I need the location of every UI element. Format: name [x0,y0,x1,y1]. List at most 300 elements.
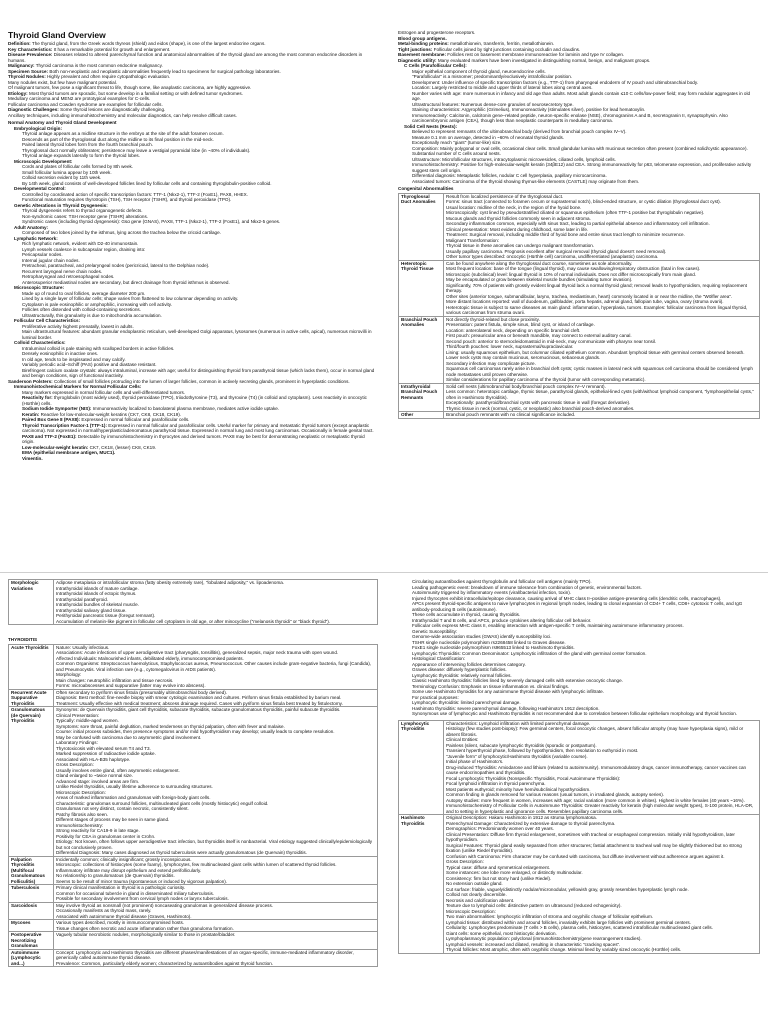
line-text: Both non-neoplastic and neoplastic abnormalities frequently lead to specimens for surgical pathology laboratories. [49,68,281,74]
text-line: Not directly thyroid-related but close proximity. [446,316,540,322]
ihc-markers-list [8,390,378,462]
text-line: Development: Under influence of specific transcription factors (e.g., TTF-1) from pharyngeal endoderm of IV pouch and ultimobranchial body. [412,79,699,85]
text-line: Thymic tissue in neck (normal, cystic, or neoplastic) also branchial pouch-derived anomalies. [446,405,635,411]
text-line: Syndromic cases (including thyroid dysgenesis): Gsα gene (GNAS), PAX8, TTF-1 (Nkx2-1), TTF-2 (FoxE1), and Nkx2-5 genes. [22,219,281,224]
text-line: Follicles often distended with colloid-containing secretions. [22,307,141,312]
line-text: thyroglobulin (most widely used), thyroid peroxidase (TPO), triiodothyronine (T3), and thyroxine (T4) (in colloid and cytoplasm). Less reactivity in oncocytic (Hürthle) cells. [22,395,367,406]
line-text: Most thyroid tumors are sporadic, but some develop in a familial setting or with defined tumor syndromes. [28,90,243,96]
text-line: Secondary inflammation common, especially with sinus tract, leading to partial epithelial absence and inflammatory cell infiltration. [446,221,710,226]
genetic-alterations-list [8,208,378,225]
text-line: Believed to represent remnants of the ultimobranchial body (derived from branchial pouch complex IV–V). [412,129,627,134]
text-line: Gross Description: [56,762,94,767]
line-key: Thyroid Transcription Factor-1 (TTF-1): [22,422,107,428]
text-line: Tissue changes often necrotic and acute inflammation rather than granuloma formation. [56,925,234,931]
row-content [54,920,378,932]
text-line: Ultrastructure: Microfollicular structures, intracytoplasmic microvesicles, ciliated cells, lymphoid cells. [412,156,616,162]
line-text: Immunoreactivity localized to basolateral plasma membrane, mediates active iodide uptake. [92,406,280,411]
developmental-control-list [8,192,378,203]
follicular-cell-list [8,324,378,341]
congenital-abnormalities-table [398,193,760,419]
line-text: Many evaluated markers have been investigated in distinguishing normal, benign, and malignant groups. [437,57,651,63]
text-line: Recurrent laryngeal nerve chain nodes. [22,268,103,274]
text-line: Initial phase of Hashimoto's. [446,759,504,764]
line-text: metallothionein, transferrin, ferritin, metallothionein. [450,41,555,46]
text-line: Thyroid tissue in these anomalies can undergo malignant transformation. [446,243,595,248]
text-line: Mucous glands and thyroid follicles commonly seen in adjacent stroma. [446,215,591,221]
text-line: Made up of round to oval follicles, average diameter 200 µm. [22,290,146,296]
row-content [444,260,760,316]
text-line: Exceptionally reach "giant" (tumor-like) size. [412,140,502,145]
text-line [8,52,378,63]
text-line: Different stages of process may be seen in same gland. [56,817,170,822]
text-line: Squamous cell carcinomas rarely arise in branchial cleft cysts; cystic masses in lateral neck with squamous cell carcinoma should be considered lymph node metastases until proven otherwise. [446,366,753,377]
text-line: Incidentally common; clinically insignificant; grossly inconspicuous. [56,856,192,862]
text-line: Clinical Presentation: [56,712,100,718]
text-line: Heterotopic tissue is subject to same diseases as main gland: inflammation, hyperplasia, tumors. Examples: follicular carcinoma from lingual thyroid, various carcinomas from struma ovarii. [446,304,748,315]
text-line: Patchy fibrosis also seen. [56,811,109,817]
text-line: For practical purposes: [412,694,459,700]
colloid-list [8,346,378,379]
line-key: Malignancy: [8,63,35,68]
text-line: Third/fourth pouches: lower neck, suprasternal/supraclavicular. [446,344,574,349]
line-text: Follicular carcinoma and Cowden syndrome are examples for follicular cells. [8,101,163,107]
text-line: Other tumor types described: oncocytic (Hürthle cell) carcinoma, undifferentiated (anaplastic) carcinoma. [446,254,659,259]
text-line: Colloid not clearly discernible. [446,892,507,897]
text-line: Characteristics: Lymphoid infiltration with limited parenchymal damage. [446,720,591,726]
text-line: Main changes: neutrophilic infiltration and tissue necrosis. [56,677,174,683]
text-line: Main ultrastructural features: abundant granular endoplasmic reticulum, well-developed Golgi apparatus, lysosomes (numerous in active cells, apical), numerous microvilli in luminal border. [22,329,372,340]
table-row [399,720,760,815]
text-line: Some instances: one lobe more enlarged, or distinctly multinodular. [446,870,583,875]
text-line: Circulating autoantibodies against thyroglobulin and follicular cell antigens (mainly TPO). [412,579,592,584]
text-line: Small follicular lumina appear by 10th week. [22,169,112,175]
subheading-genetic-alterations: Genetic Alterations in Thyroid Dysgenesis: [14,202,108,208]
page-two [0,572,768,1025]
line-key: PAX8 and TTF-2 (FoxE1): [22,433,77,439]
text-line: Differential Diagnosis: Many cases diagnosed as thyroid tuberculosis were actually granulomatous (de Quervain) thyroiditis. [56,850,307,855]
text-line: "Juvenile form" of lymphocytic/Hashimoto thyroiditis (variable course). [446,753,588,759]
table-row [9,920,378,932]
text-line: FoxE1 single nucleotide polymorphism rs965513 linked to Hashimoto thyroiditis. [412,645,575,650]
line-key: Specimen Source: [8,68,49,74]
text-line: Areas of marked inflammation and granulomas with foreign-body giant cells. [56,795,211,800]
text-line: Usually papillary carcinoma. Prognosis excellent after surgical removal (thyroid gland doesn't need removal). [446,248,667,254]
section-heading-normal-anatomy: Normal Anatomy and Thyroid Gland Development [8,120,117,125]
row-content [54,932,378,950]
text-line: Lined by a single layer of follicular cells; shape varies from flattened to low columnar depending on activity. [22,296,239,301]
text-line [8,113,378,119]
subheading-colloid: Colloid Characteristics: [14,340,66,345]
row-content [444,316,760,383]
text-line: Birefringent calcium oxalate crystals: always intraluminal, increase with age; useful for distinguishing thyroid from parathyroid tissue (which lacks them), occur in normal gland and benign conditions, sign of functional inactivity. [22,367,375,378]
text-line: Focal Lymphocytic Thyroiditis (Nonspecific Thyroiditis, Focal Autoimmune Thyroiditis): [446,775,621,781]
left-column [8,0,378,461]
table-row [9,689,378,707]
text-line: Affected Individuals: Malnourished infants, debilitated elderly, immunocompromised patients. [56,655,244,661]
text-line: Variably periodic acid–Schiff (PAS) positive and diastase resistant. [22,362,157,367]
congenital-abnormalities-title: Congenital Abnormalities [398,186,454,191]
embryology-list [8,131,378,159]
text-line: Staining characteristics: Argyrophilic (Grimelius), Immunoreactivity (stimulates silver), positive for lead hematoxylin. [412,107,646,112]
subheading-microscopic-structure: Microscopic Structure: [14,285,65,290]
text-line: Anterosuperior mediastinal nodes are secondary, but direct drainage from thyroid isthmus is observed. [22,279,230,285]
text-line: Paired lateral thyroid lobes form from the fourth branchial pouch. [22,142,153,147]
text-line: Treatment: Surgical removal, including middle third of hyoid bone and entire sinus tract length to minimize recurrence. [446,232,685,237]
subheading-adult-anatomy: Adult Anatomy: [14,224,49,230]
line-text: Reactive for low-molecular-weight keratins (CK7, CK8, CK18, CK19). [40,411,182,417]
line-text: Thyroid carcinoma is the most common endocrine malignancy. [35,63,163,68]
text-line: Two main abnormalities: lymphocytic infiltration of stroma and oxyphilic change of follicular epithelium. [446,914,654,919]
solid-cell-nests-list [398,129,760,184]
lymphocytic-hashimoto-table [398,720,760,954]
text-line: Location: Largely restricted to middle and upper thirds of lateral lobes along central axes. [412,85,593,90]
subheading-lymphatic-network: Lymphatic Network: [14,235,58,241]
text-line: Differential diagnosis: Metaplastic follicles, nodular C cell hyperplasia, papillary microcarcinoma. [412,173,607,178]
text-line: Forms: sinus tract (connected to foramen cecum or suprasternal notch), blind-ended structure, or cystic dilation (thyroglossal duct cyst). [446,199,721,204]
row-heading: Lymphocytic Thyroiditis [399,720,444,815]
text-line: Second pouch: anterior to sternocleidomastoid in mid-neck, may communicate with pharynx near tonsil. [446,338,657,344]
text-line: Rich lymphatic network, evident with D2-40 immunostain. [22,241,139,246]
text-line: Thyroid dysgenesis refers to thyroid organogenetic defects. [22,208,143,213]
text-line: Thyroid anlage expands laterally to form the thyroid lobes. [22,153,140,158]
table-row [399,412,760,419]
text-line: Microscopic Description: [56,789,106,795]
text-line: Lymphocytic thyroiditis: limited parenchymal damage. [412,700,521,705]
text-line: Similar considerations for papillary carcinoma of the thyroid (tumor with corresponding metastatic). [446,377,646,382]
line-key: Thyroid Nodules: [8,74,46,79]
row-heading: Postoperative Necrotizing Granulomas [9,932,54,950]
text-line: Lymphocytic Thyroiditis: Common Denominator: Lymphocytic infiltration of the gland with germinal center formation. [412,650,647,656]
lymphatic-network-list [8,241,378,285]
row-heading: Mycoses [9,920,54,932]
text-line: Controlled by coordinated action of specific transcription factors: TTF-1 (Nkx2-1), TTF-2 (FoxE1), PAX8, HHEX. [22,191,248,197]
thyroiditis-table [8,644,378,968]
text-line: Intrathyroidal parathyroid. [56,596,109,602]
text-line: Demographics: Predominantly women over 40 years. [446,826,555,831]
text-line: Branchial pouch remnants with no clinical significance included. [446,412,576,417]
text-line: Occasionally manifests as thyroid mass, rarely. [56,908,152,913]
right-column [398,30,760,419]
text-line: Most patients euthyroid; minority have hemi/subclinical hypothyroidism. [446,786,591,792]
row-content [54,707,378,857]
text-line: Lymphoid vessels: increased and dilated, resulting in characteristic "cracking spaces". [446,941,621,947]
text-line: Descends as part of the thyroglossal duct along the midline to its final position in the mid-neck. [22,136,214,142]
morphologic-variations-table [8,579,378,625]
text-line: Parenchymal Damage: Characterized by extensive damage to thyroid parenchyma. [446,820,616,826]
line-text: Expressed in normal follicular and parafollicular cells. [81,417,190,422]
row-heading: Intrathyroidal Branchial Pouch Remnants [399,383,444,412]
text-line: "Parafollicular" is a misnomer; predominantly/exclusively intrafollicular position. [412,74,573,79]
sanderson-text: Collections of small follicles protruding into the lumen of larger follicles, common in actively secreting glands, prominent in hyperplastic conditions. [53,378,350,384]
subheading-embryology: Embryological Origin: [14,125,62,131]
text-line: More distant locations reported: wall of duodenum, gallbladder, porta hepatis, adrenal gland, fallopian tube, vagina, ovary (struma ovarii). [446,299,724,304]
text-line: Usual location: midline of the neck, in the region of the hyoid bone. [446,204,582,210]
page-two-right-column [398,579,760,954]
text-line: Functional maturation requires thyrotropin (TSH), TSH receptor (TSHR), and thyroid peroxidase (TPO). [22,197,232,202]
text-line: Cut surface: friable, vaguely/distinctly nodular/micronodular, yellowish gray, grossly resembles hyperplastic lymph node. [446,886,689,892]
autoimmune-mechanism-list [398,579,760,717]
table-row [399,815,760,954]
text-line: Etiology: Not known, often follows upper aerodigestive tract infection, but thyroiditis itself is nonbacterial. Viral etiology suggested clinically/epidemiologically but not conclusively proven. [56,839,373,850]
line-key: Sodium Iodide Symporter (NIS): [22,406,92,411]
line-text: The thyroid gland, from the Greek words thyreos (shield) and eidos (shape), is one of the largest endocrine organs. [31,41,266,46]
text-line: Transient hyperthyroid phase, followed by hypothyroidism, then resolution to euthyroid in most. [446,748,639,753]
text-line: Cytoplasm is pale eosinophilic or amphophilic, increasing with cell activity. [22,301,173,307]
row-content [444,720,760,815]
line-key: Blood group antigens. [398,35,447,41]
text-line: Synonymous use of lymphocytic and Hashimoto thyroiditis is not recommended due to correlation between follicular epithelium morphology and thyroid function. [412,711,738,716]
line-text: Medullary carcinoma and MEN2 are prototypical examples for C-cells. [8,96,151,101]
text-line [8,456,378,462]
text-line: Non-syndromic cases: TSH receptor gene (TSHR) alterations. [22,213,149,219]
page-two-left-column [8,579,378,967]
text-line: These cells accumulate in thyroid, causing thyroiditis. [412,612,521,617]
text-line: Seems to be result of minor trauma (spontaneous or induced by vigorous palpation). [56,878,228,884]
text-line: Appearance of intervening follicles determines category. [412,661,526,667]
text-line: Malignant Transformation: [446,237,500,243]
text-line: Texture due to lymphoid cells: distinctive pattern on ultrasound (reduced echogenicity). [446,903,622,908]
text-line: Accumulation of melanin-like pigment in follicular cell cytoplasm in old age, or after minocycline ("melanosis thyroidi" or "black thyroid"). [56,618,331,624]
row-heading: Branchial Pouch Anomalies [399,316,444,383]
text-line: TSHR single nucleotide polymorphism rs2268458 linked to Graves disease. [412,639,566,645]
line-key: EMA (epithelial membrane antigen, MUC1). [22,450,116,455]
text-line: Histology (few studies post-biopsy): Few germinal centers, focal oncocytic changes, absent follicular atrophy (may have hyperplasia signs), mild or absent fibrosis. [446,726,744,737]
text-line: Characteristic: granulomas surround follicles, multinucleated giant cells (mostly histiocytic) engulf colloid. [56,800,269,806]
row-content [54,689,378,707]
text-line: Diagnosis: Best method: fine-needle biopsy with smear cytologic examination and cultures. Piriform sinus fistula established by barium meal. [56,695,342,700]
text-line: Proliferative activity highest prenatally, lowest in adults. [22,323,134,329]
row-heading: Thyroglossal Duct Anomalies [399,193,444,260]
line-text: Highly prevalent and often require cytopathologic evaluation. [47,74,171,79]
text-line: Autoimmunity triggered by inflammatory events (viral/bacterial infection, toxin). [412,590,572,595]
text-line: Thyroid follicles: Most atrophic, often with oxyphilic change. Minimal lined by variably sized oncocytic (Hürthle) cells. [446,947,682,952]
text-line: Clinical Presentation: Diffuse firm thyroid enlargement, sometimes with tracheal or esophageal compression. Initially mild hypothyroidism, later hypothyroidism. [446,831,735,842]
line-text: Many markers expressed in normal follicular cells and well-differentiated tumors. [22,389,186,395]
text-line: Strong reactivity for CA19-9 in late stage. [56,828,140,833]
text-line: Composition: Mainly polygonal or oval cells, occasional clear cells. Small glandular lumina with mucinous secretion often present (combined solid/cystic appearance). Substantial number of C cells around nests. [412,145,748,156]
text-line: Unlike Riedel thyroiditis, usually lifetime adherence to surrounding structures. [56,784,213,789]
text-line: Thyroid anlage appears as a midline structure in the embryo at the site of the adult foramen cecum. [22,131,224,136]
text-line [8,423,378,434]
line-key: Diagnostic utility: [398,57,437,63]
text-line: Terminology Confusion: Emphasis on tissue inflammation vs. clinical findings. [412,683,570,689]
text-line: Clinical presentation: Most evident during childhood, some later in life. [446,226,589,232]
text-line: Less common: heterotopic cartilage, thymic tissue, parathyroid glands, epithelial-lined cysts (with/without lymphoid component, "lymphoepithelial cysts," often in Hashimoto thyroiditis). [446,389,754,400]
text-line: Gross Description: [446,859,484,864]
text-line: Classic Hashimoto thyroiditis: follicles lined by severely damaged cells with extensive oncocytic change. [412,678,623,683]
thyroiditis-title: THYROIDITIS [8,637,38,642]
text-line: Graves disease: diffusely hyperplastic follicles. [412,667,507,672]
text-line: Composed of two lobes joined by the isthmus, lying across the trachea below the cricoid cartilage. [22,230,221,235]
text-line: Ultrastructurally, this granularity is due to mitochondria accumulation. [22,312,162,318]
text-line: Microscopic (subclinical) level: lingual thyroid in 10% of normal individuals. Does not differ microscopically from main gland. [446,271,697,277]
text-line: Adipose metaplasia or intrafollicular stroma (fatty obesity extremely rare), "lobulated adiposity," vs. lipoadenoma. [56,580,285,585]
microscopic-development-list [8,164,378,186]
text-line: Associated with autoimmune thyroid disease (Graves, Hashimoto). [56,913,192,919]
text-line: Histological Classification: [412,656,466,661]
line-key: Vimentin. [22,455,43,461]
text-line: Lymphoplasmacytic population: polyclonal (immunohistochemistry/gene rearrangement studies). [446,936,642,941]
table-row [9,707,378,857]
table-row [9,580,378,625]
line-key: Definition: [8,41,31,46]
text-line: Inflammatory infiltrate may disrupt epithelium and extend perifollicularly. [56,867,202,873]
row-content [54,949,378,967]
table-row [9,949,378,967]
table-row [399,383,760,412]
text-line: Significantly, 70% of patients with grossly evident lingual thyroid lack a normal thyroid gland; removal leads to hypothyroidism, requiring replacement therapy. [446,282,747,293]
row-heading: Tuberculosis [9,885,54,903]
line-key: Low-molecular-weight keratin: [22,444,89,450]
text-line: Hashimoto thyroiditis: severe parenchymal damage, following Hashimoto's 1912 description. [412,705,600,711]
text-line: Giant cells: some epithelial, most histiocytic derivation. [446,930,557,936]
text-line: Typical case: diffuse and symmetrical enlargement. [446,864,551,870]
row-content [444,815,760,954]
text-line: Lymphoid tissue: distributed within and around follicles, invariably exhibits large follicles with prominent germinal centers. [446,919,691,925]
text-line: Treatment: Usually effective with medical treatment; abscess drainage required. Cases with pyriform sinus fistula best treated by fistulectomy. [56,700,343,706]
text-line: Leading pathogenetic event: breakdown of immune tolerance from combination of genetic, environmental factors. [412,584,642,590]
line-text: Some thyroid lesions are diagnostically challenging. [60,107,166,112]
text-line: Immunohistochemistry of Follicular Cells in Autoimmune Thyroiditis: Greater reactivity for keratin (high molecular weight types), S-100 protein, HLA-DR, and to setting in hyperplastic and ignorance cells. Resembles papillary carcinoma cells. [446,803,754,814]
line-text: Estrogen and progesterone receptors. [398,30,476,35]
text-line: Immunohistochemistry: Positive for high-molecular-weight keratin (34βE12) and CEA. Strong immunoreactivity for p63, telomerase expression, and proliferative activity suggest stem cell origin. [412,162,752,173]
text-line: May be encapsulated or grow between skeletal muscle bundles (simulating tumor invasion). [446,277,633,282]
line-key: Metal-binding proteins: [398,41,449,46]
line-text: Follicles rest on basement membrane immunoreactive for laminin and type IV collagen. [447,52,625,57]
text-line: APCs present thyroid-specific antigens to naive lymphocytes in regional lymph nodes, leading to clonal expansion of CD4+ T cells, CD8+ cytotoxic T cells, and IgG antibody-producing B cells (autoimmune). [412,601,743,612]
row-heading: Hashimoto Thyroiditis [399,815,444,954]
text-line: Gland enlarged to ~twice normal size. [56,773,133,778]
text-line: Pericapsular nodes. [22,252,63,257]
text-line: Drug-induced Thyroiditis: Amiodarone and lithium (related to autoimmunity). Immunomodulatory drugs, cancer immunotherapy, cancer vaccines can cause endocrinopathies and thyroiditis. [446,764,747,775]
line-key: Keratin: [22,411,40,417]
sanderson-key: Sanderson Polsters: [8,378,53,384]
text-line: Other sites (anterior tongue, submandibular, larynx, trachea, mediastinum, heart) commonly located in or near the midline, the "Wölfler area". [446,293,733,299]
text-line: Microscopically: cyst lined by pseudostratified ciliated or squamous epithelium (often TTF-1 positive but thyroglobulin negative). [446,210,705,215]
line-text: Many nodules exist, but few have malignant potential. [8,79,118,85]
row-heading: Morphologic Variations [9,580,54,625]
row-heading: Other [399,412,444,419]
line-key: Paired Box Gene 8 (PAX8): [22,417,81,422]
text-line: No extension outside gland. [446,881,503,886]
text-line: Intrathyroidal T and B cells, and APCs, produce cytokines altering follicular cell behavior. [412,617,592,623]
table-row [9,644,378,689]
text-line: Location: anterolateral neck, depending on specific branchial cleft. [446,327,581,333]
line-text: Ancillary techniques, including immunohistochemistry and molecular diagnostics, can help resolve difficult cases. [8,112,237,118]
text-line: Pretracheal, paratracheal, and prelaryngeal nodes (pericricoid, lateral to the Delphian node). [22,263,210,268]
text-line: Intrathyroidal bundles of skeletal muscle. [56,602,139,607]
text-line: Intrathyroidal islands of mature cartilage. [56,585,139,591]
line-key: Basement membrane: [398,52,446,57]
right-intro-list [398,30,760,63]
text-line: Synonyms: de Quervain thyroiditis, giant cell thyroiditis, subacute thyroiditis, subacute granulomatous thyroiditis, painful subacute thyroiditis. [56,707,341,712]
text-line: Intrathyroidal salivary gland tissue. [56,607,127,613]
text-line: May be confused with carcinoma due to asymmetric gland involvement. [56,734,202,740]
text-line [8,395,378,406]
text-line: Forms: microabscesses and suppurative (latter may evolve into abscess). [56,683,206,688]
table-row [399,316,760,383]
text-line: Ultrastructural features: Numerous dense-core granules of neurosecretory type. [412,101,574,107]
subheading-solid-cell-nests: Solid Cell Nests (Rests): [404,123,458,129]
row-content [444,412,760,419]
text-line: Genome-wide association studies (GWAS) identify susceptibility loci. [412,634,552,639]
text-line: Result from localized persistence of the thyroglossal duct. [446,193,564,199]
text-line: Nature: Usually infectious. [56,644,110,650]
text-line: Presentation: patent fistula, simple sinus, blind cyst, or island of cartilage. [446,322,595,327]
text-line: Number varies with age: more numerous in infancy and old age than adults. Most adult glands contain ≤10 C cells/low-power field; may form nodular aggregates in old age. [412,90,751,101]
text-line: Typically: middle-aged women. [56,718,119,723]
subheading-ihc-markers: Immunohistochemical Markers for Normal Follicular Cells: [14,384,142,389]
text-line: Primary clinical manifestation in thyroid is a pathologic curiosity. [56,885,186,890]
row-content [54,856,378,885]
table-row [9,902,378,920]
text-line: Retropharyngeal and retroesophageal nodes. [22,274,115,279]
subheading-c-cells: C Cells (Parafollicular Cells): [404,63,467,68]
c-cells-list [398,69,760,124]
text-line: Follicular cells express MHC class II, enabling interaction with antigen-specific T cells, maintaining autoimmune inflammatory process. [412,623,684,628]
row-content [54,644,378,689]
line-text: Diseases related to altered parenchymal function and anatomical abnormalities of the thyroid gland are among the most common endocrine disorders in humans. [8,52,363,63]
row-heading: Palpation Thyroiditis (Multifocal Granulomatous Folliculitis) [9,856,54,885]
text-line: Vaguely tubular necrobiotic nodules, morphologically similar to those in prostate/bladder. [56,932,236,937]
text-line: In old age, tends to be inspissated and may calcify. [22,356,126,362]
text-line: Granulomas not very distinct, contain necrotic, consistently silent. [56,806,189,811]
line-text: Follicular cells joined by tight junctions containing occludin and claudins. [433,46,581,52]
line-key: Key Characteristics: [8,46,53,52]
line-text: CK7, CK18, (lesser) CK8, CK19. [89,444,157,450]
text-line: Painless (silent, subacute lymphocytic thyroiditis (sporadic or postpartum). [446,742,597,748]
line-key: Diagnostic Challenges: [8,107,59,112]
text-line: Measure 0.1 mm on average, detected in ~60% of neonatal thyroid glands. [412,134,565,140]
subheading-microscopic-development: Microscopic Development: [14,158,73,164]
text-line: Symptoms: sore throat, painful deglutition, marked tenderness on thyroid palpation, often with fever and malaise. [56,723,285,729]
subheading-follicular-cells: Follicular Cell Characteristics: [14,318,81,323]
text-line: By 14th week, gland consists of well-developed follicles lined by follicular cells and containing thyroglobulin-positive colloid. [22,180,272,186]
text-line: Autopsy studies: more frequent in women, increases with age; racial variation (more common in whites). Highest in white females (40 years ~16%). [446,797,745,803]
row-heading: Granulomatous (de Quervain) Thyroiditis [9,707,54,857]
line-key: Disease Prevalence: [8,52,53,57]
text-line: Surgical Features: Thyroid gland easily separated from other structures; fastial attachment to tracheal wall may be slightly thickened but no strong fixation (unlike Riedel thyroiditis). [446,842,742,853]
line-text: It has a remarkable potential for growth and enlargement. [53,46,171,52]
text-line: Intraluminal colloid is pale staining with scalloped borders in active follicles. [22,345,175,351]
text-line: Injured thyrocytes exhibit intracellular/epitope clearance, causing arrival of MHC class II–positive antigen-presenting cells (dendritic cells, macrophages). [412,595,722,601]
text-line [8,434,378,445]
text-line: Colloid secretion evident by 11th week. [22,175,102,180]
text-line: Morphology: [56,672,82,677]
text-line: Consistency: firm but not stony hard (unlike Riedel). [446,875,552,881]
text-line: Advanced stage: involved areas are firm. [56,778,140,784]
text-line: Can be found anywhere along the thyroglossal duct course, sometimes as sole abnormality. [446,260,633,266]
text-line: Common Organisms: Streptococcus haemolyticus, Staphylococcus aureus, Pneumococcus. Other causes include gram-negative bacteria, fungi (Candida), and Pneumocystis. Viral infection rare (e.g., cytomegalovirus in AIDS patients). [56,661,372,672]
text-line: Associated with HLA-B35 haplotype. [56,756,131,762]
text-line: Lymphocytic thyroiditis: relatively normal follicles. [412,672,512,678]
text-line: Major epithelial component of thyroid gland, neuroendocrine cells. [412,68,546,74]
text-line: Perithyroidal pancreatic tissue (foregut remnant). [56,613,156,618]
text-line: Necrosis and calcification absent. [446,897,515,903]
text-line: Lymph vessels coalesce in subcapsular region, draining into: [22,246,146,252]
text-line: Focal lymphoid infiltration in thyroid parenchyma. [446,781,546,786]
text-line: Microscopic: collections of histiocytes (some foamy), lymphocytes, few multinucleated giant cells within lumen of scattered thyroid follicles. [56,862,337,867]
text-line: Prevalence: Common, particularly elderly women; characterized by autoantibodies against thyroid function. [56,960,274,966]
row-content [54,902,378,920]
text-line: Concept: Lymphocytic and Hashimoto thyroiditis are different phases/manifestations of an organ-specific, immune-mediated inflammatory disorder, generically called autoimmune thyroid disease. [56,949,354,960]
table-row [399,193,760,260]
row-heading: Sarcoidosis [9,902,54,920]
text-line: Densely eosinophilic in inactive ones. [22,351,99,356]
text-line: Associations: Acute infections of upper aerodigestive tract (pharyngitis, tonsillitis), generalized sepsis, major neck trauma with open wound. [56,650,339,655]
text-line: Marked suppression of radioactive iodide uptake. [56,751,156,756]
row-heading: Acute Thyroiditis [9,644,54,689]
